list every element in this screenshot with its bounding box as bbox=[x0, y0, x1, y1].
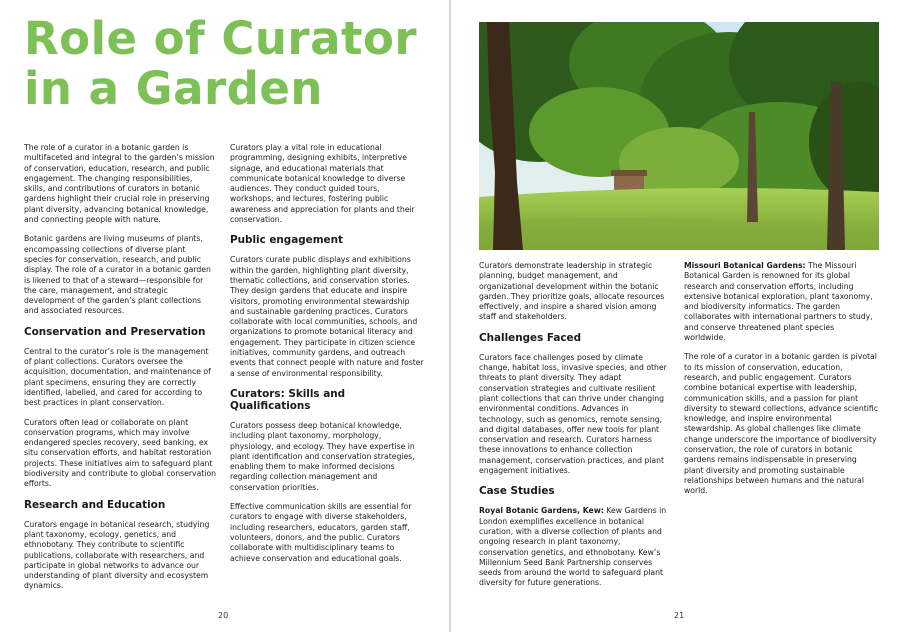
public-engagement-paragraph: Curators curate public displays and exhibitions within the garden, highlighting plant diversity, thematic collections, and conservation stories. They design gardens that educate and inspire visitors, promoting environmental stewardship and sustainable gardening practices. Curators collaborate with local communities, schools, and organizations to promote botanical literacy and engagement. They participate in citizen science initiatives, community gardens, and outreach events that connect people with nature and foster a sense of environmental responsibility. bbox=[230, 255, 424, 378]
conclusion-paragraph: The role of a curator in a botanic garden is pivotal to its mission of conservation, education, research, and public engagement. Curators combine botanical expertise with leadership, communication skills, and a passion for plant diversity to steward collections, advance scientific knowledge, and inspire environmental stewardship. As global challenges like climate change underscore the importance of biodiversity conservation, the role of curators in botanic gardens remains indispensable in preserving plant diversity and promoting sustainable relationships between humans and the natural world. bbox=[684, 352, 878, 496]
page-number-left: 20 bbox=[218, 611, 229, 620]
kew-paragraph bbox=[479, 506, 671, 588]
left-column-1 bbox=[24, 143, 216, 601]
right-column-1 bbox=[479, 261, 671, 598]
museums-paragraph: Botanic gardens are living museums of plants, encompassing collections of diverse plant species for conservation, research, and public display. The role of a curator in a botanic garden is likened to that of a steward—responsible for the care, management, and strategic development of the garden’s plant collections and associated resources. bbox=[24, 234, 211, 316]
challenges-heading: Challenges Faced bbox=[479, 331, 582, 344]
kew-text: Kew Gardens in London exemplifies excellence in botanical curation, with a diverse collection of plants and ongoing research in plant taxonomy, conservation genetics, and ethnobotany. Kew’s Millennium Seed Bank Partnership conserves seeds from around the world to safeguard plant diversity for future generations. bbox=[479, 506, 667, 588]
research-heading: Research and Education bbox=[24, 498, 166, 511]
skills-paragraph-2: Effective communication skills are essential for curators to engage with diverse stakeholders, including researchers, educators, garden staff, volunteers, donors, and the public. Curators collaborate with multidisciplinary teams to achieve conservation and educational goals. bbox=[230, 502, 412, 563]
public-engagement-heading: Public engagement bbox=[230, 234, 343, 247]
missouri-text: The Missouri Botanical Garden is renowned for its global research and conservation efforts, including extensive botanical exploration, plant taxonomy, and biodiversity informatics. The garden collaborates with international partners to study, and conserve threatened plant species worldwide. bbox=[684, 261, 873, 343]
case-studies-heading: Case Studies bbox=[479, 485, 555, 498]
missouri-label: Missouri Botanical Gardens: bbox=[684, 261, 806, 270]
left-column-2 bbox=[230, 143, 424, 573]
conservation-paragraph-1: Central to the curator’s role is the management of plant collections. Curators oversee the acquisition, documentation, and maintenance of plant specimens, ensuring they are correctly identified, labelled, and cared for according to best practices in plant conservation. bbox=[24, 346, 211, 408]
skills-paragraph-1: Curators possess deep botanical knowledge, including plant taxonomy, morphology, physiology, and ecology. They have expertise in plant identification and conservation strategies, enabling them to make informed decisions regarding collection management and conservation priorities. bbox=[230, 420, 415, 492]
conservation-heading: Conservation and Preservation bbox=[24, 325, 206, 338]
title-line-2: in a Garden bbox=[24, 62, 323, 115]
page-number-right: 21 bbox=[674, 611, 685, 620]
leadership-paragraph: Curators demonstrate leadership in strategic planning, budget management, and organizational development within the botanic garden. They prioritize goals, allocate resources effectively, and inspire a shared vision among staff and stakeholders. bbox=[479, 261, 665, 322]
skills-heading: Curators: Skills and Qualifications bbox=[230, 387, 346, 412]
conservation-paragraph-2: Curators often lead or collaborate on plant conservation programs, which may involve endangered species recovery, seed banking, ex situ conservation efforts, and habitat restoration projects. These initiatives aim to safeguard plant biodiversity and contribute to global conservation efforts. bbox=[24, 417, 217, 489]
page-title bbox=[24, 14, 417, 114]
title-line-1: Role of Curator bbox=[24, 12, 418, 65]
right-column-2 bbox=[684, 261, 878, 506]
missouri-paragraph bbox=[684, 261, 878, 343]
research-paragraph-2: Curators play a vital role in educational programming, designing exhibits, interpretive signage, and educational materials that communicate botanical knowledge to diverse audiences. They conduct guided tours, workshops, and lectures, fostering public awareness and appreciation for plants and their conservation. bbox=[230, 143, 415, 225]
intro-paragraph: The role of a curator in a botanic garden is multifaceted and integral to the garden’s mission of conservation, education, research, and public engagement. The changing responsibilities, skills, and contributions of curators in botanic gardens highlight their crucial role in preserving plant diversity, advancing botanical knowledge, and connecting people with nature. bbox=[24, 143, 215, 225]
kew-label: Royal Botanic Gardens, Kew: bbox=[479, 506, 604, 516]
challenges-paragraph: Curators face challenges posed by climate change, habitat loss, invasive species, and other threats to plant diversity. They adapt conservation strategies and cultivate resilient plant collections that can thrive under changing environmental conditions. Advances in technology, such as genomics, remote sensing, and digital databases, offer new tools for plant conservation and research. Curators harness these innovations to enhance collection management, conservation practices, and plant engagement initiatives. bbox=[479, 352, 667, 476]
left-page bbox=[0, 0, 449, 632]
research-paragraph-1: Curators engage in botanical research, studying plant taxonomy, ecology, genetics, and ethnobotany. They contribute to scientific publications, collaborate with researchers, and participate in global networks to advance our understanding of plant diversity and ecosystem dynamics. bbox=[24, 519, 210, 591]
